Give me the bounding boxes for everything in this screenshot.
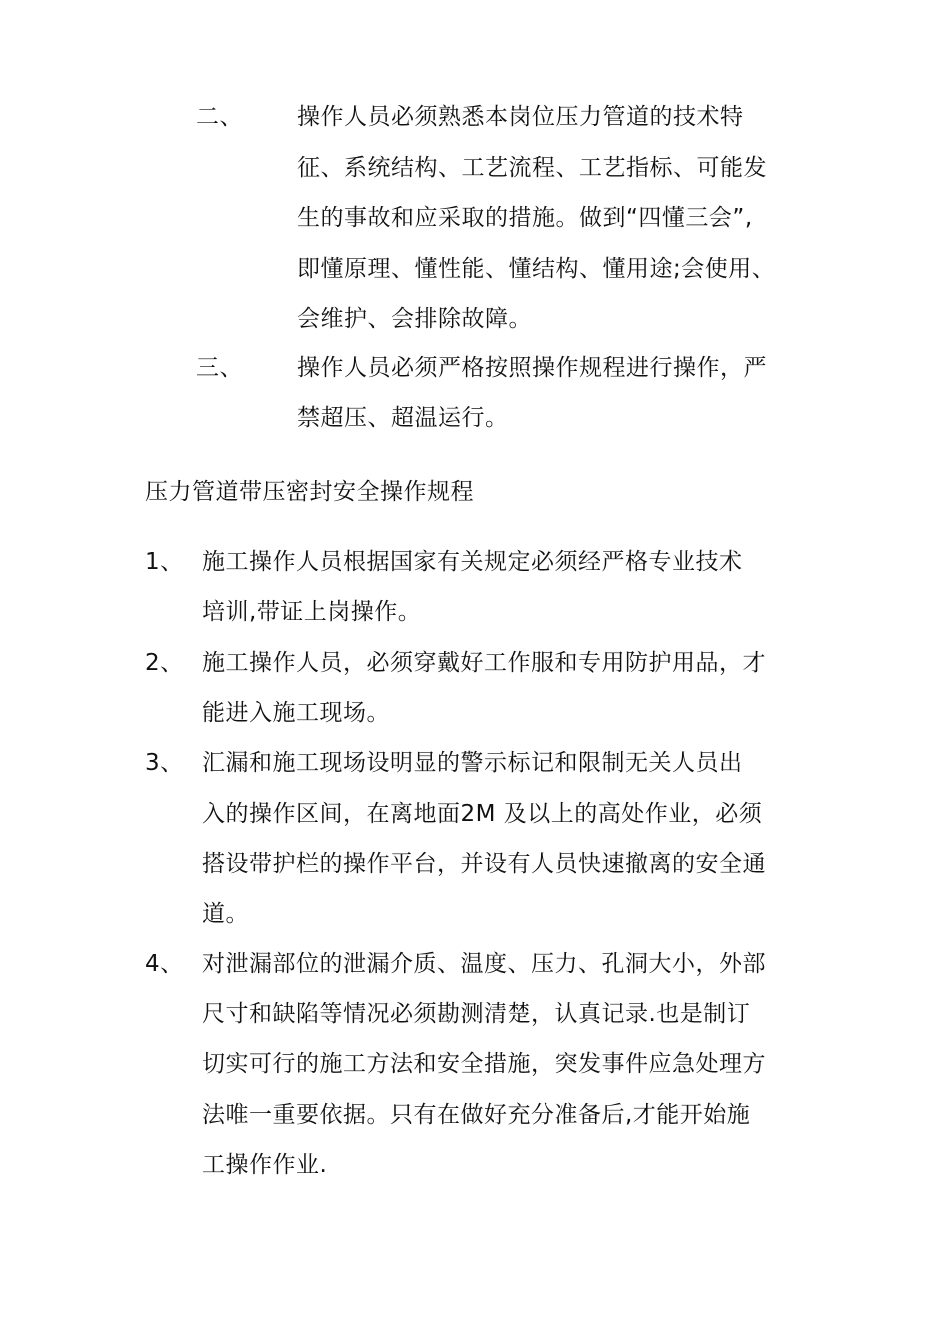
item-marker: 4、 — [145, 951, 184, 977]
item-text-line: 征、系统结构、工艺流程、工艺指标、可能发 — [297, 155, 767, 181]
item-marker: 二、 — [196, 104, 243, 130]
item-text-line: 切实可行的施工方法和安全措施，突发事件应急处理方 — [202, 1051, 766, 1077]
item-text-line: 搭设带护栏的操作平台，并设有人员快速撤离的安全通 — [202, 851, 766, 877]
item-text-line: 道。 — [202, 901, 249, 927]
item-text-line: 即懂原理、懂性能、懂结构、懂用途;会使用、 — [297, 256, 776, 282]
item-text-line: 法唯一重要依据。只有在做好充分准备后,才能开始施 — [202, 1102, 751, 1128]
item-text-line: 培训,带证上岗操作。 — [202, 599, 422, 625]
item-text-line: 汇漏和施工现场设明显的警示标记和限制无关人员出 — [202, 750, 743, 776]
item-text-line: 施工操作人员，必须穿戴好工作服和专用防护用品，才 — [202, 650, 766, 676]
item-text-line: 对泄漏部位的泄漏介质、温度、压力、孔洞大小，外部 — [202, 951, 766, 977]
item-text-line: 施工操作人员根据国家有关规定必须经严格专业技术 — [202, 549, 743, 575]
item-marker: 2、 — [145, 650, 184, 676]
item-text-line: 尺寸和缺陷等情况必须勘测清楚，认真记录.也是制订 — [202, 1001, 751, 1027]
item-text-line: 生的事故和应采取的措施。做到“四懂三会”, — [297, 205, 753, 231]
item-marker: 三、 — [196, 355, 243, 381]
item-text-line: 入的操作区间，在离地面2M 及以上的高处作业，必须 — [202, 801, 763, 827]
item-text-line: 能进入施工现场。 — [202, 700, 390, 726]
item-marker: 1、 — [145, 549, 184, 575]
item-text-line: 操作人员必须熟悉本岗位压力管道的技术特 — [297, 104, 744, 130]
item-text-line: 禁超压、超温运行。 — [297, 405, 509, 431]
item-marker: 3、 — [145, 750, 184, 776]
item-text-line: 工操作作业. — [202, 1152, 328, 1178]
item-text-line: 操作人员必须严格按照操作规程进行操作，严 — [297, 355, 767, 381]
section-heading: 压力管道带压密封安全操作规程 — [145, 479, 474, 505]
item-text-line: 会维护、会排除故障。 — [297, 306, 532, 332]
